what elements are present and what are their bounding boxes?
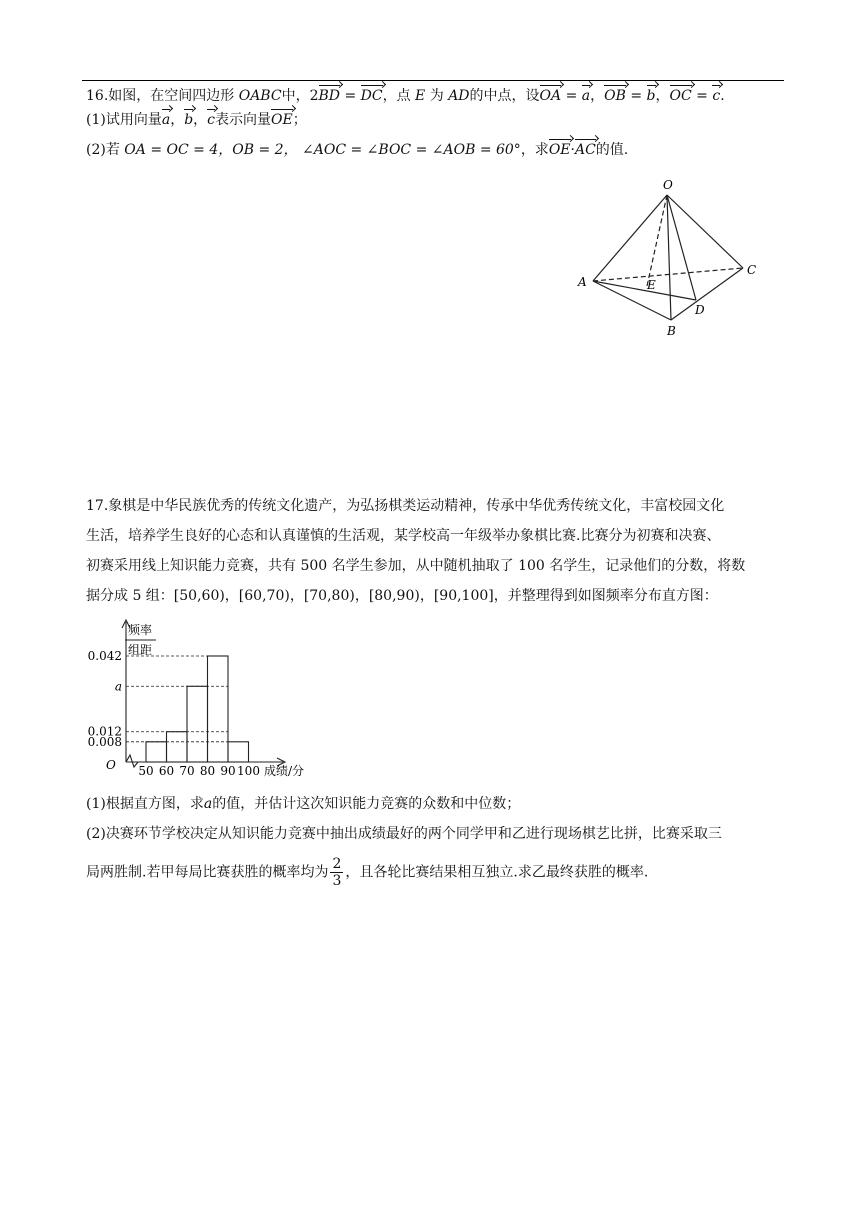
frequency-histogram — [78, 612, 328, 782]
axis-break — [126, 755, 138, 767]
y-tick-label: 0.008 — [87, 734, 122, 749]
vec-b: b — [184, 112, 194, 128]
q16-eq: = — [691, 88, 713, 104]
vec-ac: AC — [574, 142, 596, 158]
origin-label: O — [106, 758, 116, 772]
q17-part2-text: 局两胜制.若甲每局比赛获胜的概率均为 — [86, 864, 329, 881]
x-tick-label: 90 — [220, 764, 236, 778]
label-b: B — [667, 324, 676, 338]
q17-part2-tail: ，且各轮比赛结果相互独立.求乙最终获胜的概率. — [345, 864, 649, 881]
histogram-bar — [146, 742, 167, 762]
vec-oa: OA — [539, 88, 562, 104]
q16-text: 如图，在空间四边形 — [108, 88, 235, 104]
vec-oe: OE — [548, 142, 571, 158]
frac-denominator: 3 — [332, 873, 342, 889]
x-tick-label: 50 — [138, 764, 154, 778]
q16-length-conditions: OA = OC = 4，OB = 2， — [124, 142, 298, 158]
label-d: D — [695, 303, 705, 317]
q16-part2 — [86, 140, 628, 160]
q16-comma: ， — [193, 112, 208, 128]
tetrahedron-figure — [570, 175, 770, 345]
edge-ac — [593, 268, 743, 281]
edge-ab — [593, 281, 671, 320]
q16-comma: ， — [655, 88, 670, 104]
vec-a: a — [161, 112, 171, 128]
edge-od — [667, 195, 696, 300]
histogram-bar — [208, 656, 229, 762]
x-tick-label: 60 — [158, 764, 175, 778]
label-c: C — [747, 263, 757, 277]
label-o: O — [663, 178, 673, 192]
edge-oa — [593, 195, 667, 281]
xlabel: 成绩/分 — [264, 764, 305, 778]
edge-ad — [593, 281, 696, 300]
segment-ad: AD — [448, 88, 470, 104]
y-tick-label: 0.042 — [87, 649, 122, 663]
q17-line4: 据分成 5 组：[50,60)，[60,70)，[70,80)，[80,90)，[90,100]，并整理得到如图频率分布直方图： — [86, 588, 718, 604]
var-a: a — [203, 796, 213, 812]
vec-ob: OB — [604, 88, 626, 104]
q16-period: . — [720, 88, 725, 104]
x-tick-label: 70 — [179, 764, 195, 778]
q16-part2-ask: ，求 — [520, 142, 549, 158]
q16-comma: ， — [590, 88, 605, 104]
q16-part1 — [86, 110, 307, 130]
q16-text: ，点 — [382, 88, 411, 104]
q16-part1-mid: 表示向量 — [215, 112, 272, 128]
edge-bc — [671, 268, 743, 320]
edge-oe — [647, 195, 667, 286]
q16-eq: = — [625, 88, 647, 104]
q16-line1 — [86, 86, 725, 106]
q16-eq: = — [340, 88, 361, 104]
x-tick-label: 80 — [199, 764, 216, 778]
ylabel-bottom: 组距 — [128, 643, 153, 657]
y-tick-label: a — [114, 679, 122, 694]
q17-part2-line2 — [86, 856, 648, 889]
vec-dc: DC — [360, 88, 383, 104]
q17-line2: 生活，培养学生良好的心态和认真谨慎的生活观，某学校高一年级举办象棋比赛.比赛分为初赛和决赛、 — [86, 528, 721, 544]
vec-a: a — [581, 88, 591, 104]
q16-part1-prefix: (1)试用向量 — [86, 112, 162, 128]
histogram-bar — [187, 686, 208, 762]
vec-c: c — [712, 88, 721, 104]
q16-angle-conditions: ∠AOC = ∠BOC = ∠AOB = 60° — [302, 142, 521, 158]
q16-quad-name: OABC — [238, 88, 282, 104]
q17-part1 — [86, 794, 520, 814]
q16-coef: 2 — [309, 88, 319, 104]
q17-part1-prefix: (1)根据直方图，求 — [86, 796, 204, 812]
q17-line3: 初赛采用线上知识能力竞赛，共有 500 名学生参加，从中随机抽取了 100 名学生，记录他们的分数，将数 — [86, 558, 746, 574]
histogram-bar — [167, 732, 188, 762]
q16-comma: ， — [170, 112, 185, 128]
vec-c: c — [207, 112, 216, 128]
point-e: E — [415, 88, 426, 104]
q17-part2-line1: (2)决赛环节学校决定从知识能力竞赛中抽出成绩最好的两个同学甲和乙进行现场棋艺比拼，比赛采取三 — [86, 826, 722, 842]
vec-oe: OE — [271, 112, 293, 128]
dot-operator: · — [570, 142, 575, 158]
q16-text: 的中点，设 — [469, 88, 540, 104]
ylabel-top: 频率 — [128, 623, 153, 637]
label-e: E — [647, 278, 656, 292]
frac-numerator: 2 — [332, 856, 342, 872]
fraction-two-thirds — [330, 856, 343, 889]
edge-oc — [667, 195, 743, 268]
histogram-bar — [228, 742, 249, 762]
edge-ob — [667, 195, 671, 320]
q17-part1-tail: 的值，并估计这次知识能力竞赛的众数和中位数； — [212, 796, 521, 812]
q17-line1: 17.象棋是中华民族优秀的传统文化遗产，为弘扬棋类运动精神，传承中华优秀传统文化，丰富校园文化 — [86, 498, 725, 514]
q16-text: 为 — [429, 88, 444, 104]
q16-eq: = — [561, 88, 582, 104]
label-a: A — [578, 275, 587, 289]
q16-part2-prefix: (2)若 — [86, 142, 120, 158]
x-tick-label: 100 — [237, 764, 260, 778]
q16-part2-tail: 的值. — [595, 142, 629, 158]
vec-oc: OC — [669, 88, 692, 104]
vec-bd: BD — [318, 88, 341, 104]
top-rule — [82, 80, 784, 81]
q16-text: 中， — [281, 88, 310, 104]
q16-semicolon: ； — [292, 112, 307, 128]
vec-b: b — [646, 88, 656, 104]
q16-number: 16. — [86, 88, 109, 104]
y-tick-label: 0.012 — [87, 724, 122, 739]
